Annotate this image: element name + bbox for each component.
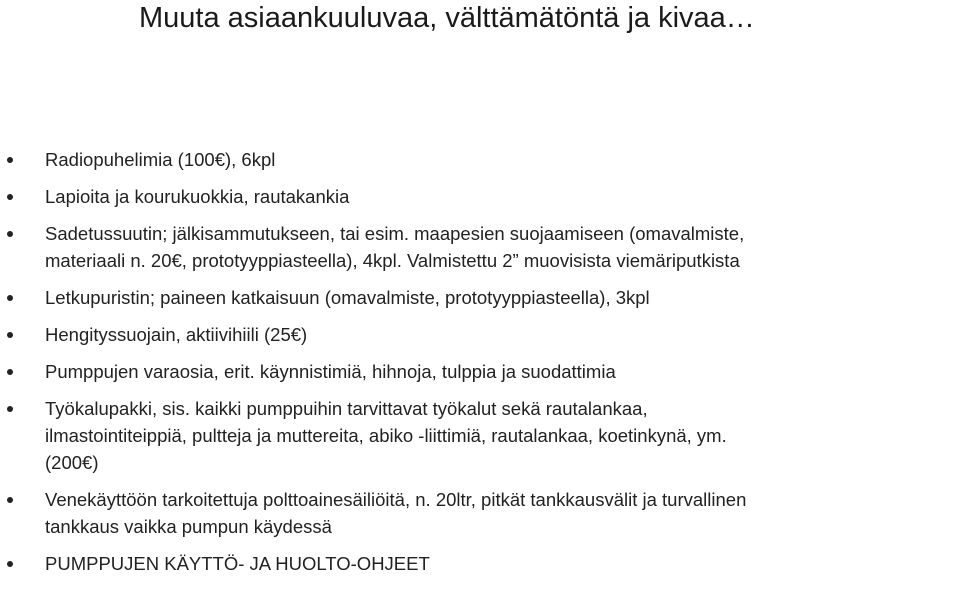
bullet-dot-icon <box>7 295 13 301</box>
bullet-text: PUMPPUJEN KÄYTTÖ- JA HUOLTO-OHJEET <box>45 553 430 574</box>
bullet-dot-icon <box>7 561 13 567</box>
bullet-text: Hengityssuojain, aktiivihiili (25€) <box>45 324 308 345</box>
bullet-item-fuel-tanks <box>0 486 960 540</box>
bullet-text: Sadetussuutin; jälkisammutukseen, tai esim. maapesien suojaamiseen (omavalmiste, <box>45 223 745 244</box>
bullet-text: Työkalupakki, sis. kaikki pumppuihin tarvittavat työkalut sekä rautalankaa, <box>45 398 648 419</box>
slide-title: Muuta asiaankuuluvaa, välttämätöntä ja kivaa… <box>139 2 755 34</box>
bullet-text: Venekäyttöön tarkoitettuja polttoainesäiliöitä, n. 20ltr, pitkät tankkausvälit ja turvallinen <box>45 489 747 510</box>
bullet-item-sprinkler <box>0 220 960 274</box>
bullet-dot-icon <box>7 332 13 338</box>
bullet-text: Letkupuristin; paineen katkaisuun (omavalmiste, prototyyppiasteella), 3kpl <box>45 287 650 308</box>
bullet-text: Pumppujen varaosia, erit. käynnistimiä, hihnoja, tulppia ja suodattimia <box>45 361 616 382</box>
bullet-text: materiaali n. 20€, prototyyppiasteella), 4kpl. Valmistettu 2” muovisista viemäriputkista <box>45 250 740 271</box>
bullet-text: (200€) <box>45 452 99 473</box>
bullet-dot-icon <box>7 369 13 375</box>
bullet-item-shovels <box>0 183 960 210</box>
bullet-item-radios <box>0 146 960 173</box>
bullet-text: Lapioita ja kourukuokkia, rautakankia <box>45 186 350 207</box>
bullet-item-hose-clamp <box>0 284 960 311</box>
bullet-text: ilmastointiteippiä, pultteja ja muttereita, abiko -liittimiä, rautalankaa, koetinkynä, ym. <box>45 425 727 446</box>
bullet-dot-icon <box>7 157 13 163</box>
bullet-list <box>0 146 960 587</box>
bullet-item-toolbox <box>0 395 960 476</box>
bullet-text: tankkaus vaikka pumpun käydessä <box>45 516 332 537</box>
bullet-dot-icon <box>7 406 13 412</box>
bullet-dot-icon <box>7 194 13 200</box>
bullet-item-manuals <box>0 550 960 577</box>
bullet-item-pump-parts <box>0 358 960 385</box>
bullet-item-respirator <box>0 321 960 348</box>
bullet-dot-icon <box>7 231 13 237</box>
bullet-text: Radiopuhelimia (100€), 6kpl <box>45 149 276 170</box>
bullet-dot-icon <box>7 497 13 503</box>
